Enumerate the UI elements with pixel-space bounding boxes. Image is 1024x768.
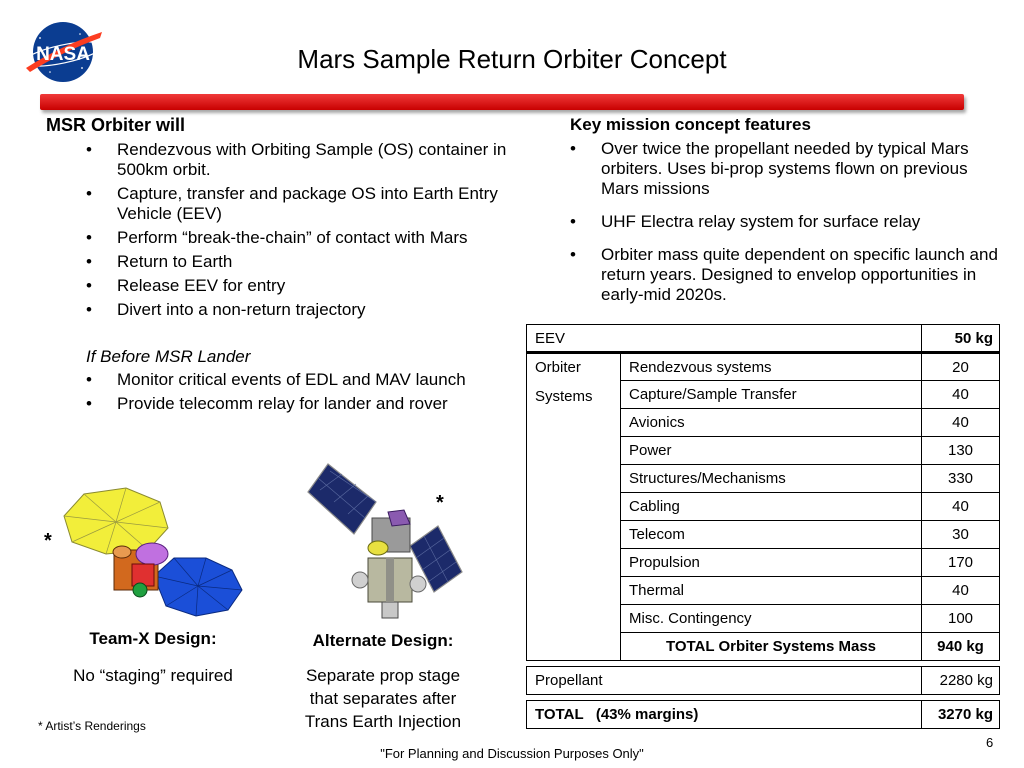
- table-row: [527, 353, 1000, 381]
- svg-text:NASA: NASA: [36, 44, 90, 65]
- list-item: • Capture, transfer and package OS into Earth Entry Vehicle (EEV): [46, 184, 516, 224]
- list-item: • Rendezvous with Orbiting Sample (OS) container in 500km orbit.: [46, 140, 516, 180]
- table-row: [527, 325, 1000, 353]
- row-value: 20: [922, 353, 1000, 381]
- grand-total-value: 3270 kg: [922, 701, 1000, 729]
- row-name: Telecom: [621, 521, 922, 549]
- row-name: Thermal: [621, 577, 922, 605]
- team-x-design-title: Team-X Design:: [89, 629, 217, 648]
- upper-solar-panel-icon: [308, 464, 376, 534]
- list-item: • Release EEV for entry: [46, 276, 516, 296]
- title-divider-bar: [40, 94, 964, 110]
- orbiter-systems-label: [527, 353, 621, 661]
- grand-total-label: TOTAL (43% margins): [527, 701, 922, 729]
- table-row: [527, 667, 1000, 695]
- row-name: Capture/Sample Transfer: [621, 381, 922, 409]
- orbiter-tasks-list: [46, 140, 516, 320]
- row-value: 330: [922, 465, 1000, 493]
- row-name: Rendezvous systems: [621, 353, 922, 381]
- mass-budget-table: [526, 324, 1000, 729]
- disclaimer-footer: "For Planning and Discussion Purposes Only": [380, 746, 644, 761]
- row-value: 130: [922, 437, 1000, 465]
- row-name: Cabling: [621, 493, 922, 521]
- team-x-design-caption: No “staging” required: [73, 666, 233, 685]
- orbiter-label-line-2: Systems: [535, 388, 593, 405]
- alternate-design-caption: [268, 664, 498, 733]
- row-name: Propulsion: [621, 549, 922, 577]
- propellant-label: Propellant: [527, 667, 922, 695]
- list-item: • UHF Electra relay system for surface relay: [570, 212, 1000, 232]
- total-systems-label: TOTAL Orbiter Systems Mass: [621, 633, 922, 661]
- spacecraft-stack-icon: [352, 510, 426, 618]
- key-features-list: [570, 139, 1000, 305]
- alt-caption-line-2: that separates after: [309, 689, 457, 708]
- alternate-asterisk: *: [436, 492, 444, 514]
- alt-caption-line-1: Separate prop stage: [305, 666, 461, 685]
- row-value: 30: [922, 521, 1000, 549]
- row-value: 40: [922, 381, 1000, 409]
- row-value: 40: [922, 409, 1000, 437]
- page-title: Mars Sample Return Orbiter Concept: [297, 44, 727, 74]
- alternate-design-title: Alternate Design:: [312, 631, 454, 650]
- row-value: 40: [922, 493, 1000, 521]
- orbiter-label-line-1: Orbiter: [535, 359, 581, 376]
- alt-caption-line-3: Trans Earth Injection: [304, 712, 462, 731]
- list-item: • Return to Earth: [46, 252, 516, 272]
- eev-value: 50 kg: [922, 325, 1000, 353]
- row-name: Avionics: [621, 409, 922, 437]
- alternate-orbiter-rendering: [300, 462, 468, 626]
- team-x-orbiter-rendering: [56, 486, 246, 618]
- orbiter-tasks-heading: MSR Orbiter will: [46, 115, 186, 135]
- lander-tasks-list: [46, 370, 516, 414]
- renderings-footnote: * Artist’s Renderings: [38, 719, 146, 733]
- list-item: • Over twice the propellant needed by typical Mars orbiters. Uses bi-prop systems flown on previous Mars missions: [570, 139, 1000, 199]
- row-value: 170: [922, 549, 1000, 577]
- team-x-asterisk: *: [44, 530, 52, 552]
- eev-label: EEV: [527, 325, 922, 353]
- list-item: • Monitor critical events of EDL and MAV launch: [46, 370, 516, 390]
- lander-subheading: If Before MSR Lander: [86, 347, 251, 366]
- row-name: Structures/Mechanisms: [621, 465, 922, 493]
- row-name: Power: [621, 437, 922, 465]
- list-item: • Orbiter mass quite dependent on specific launch and return years. Designed to envelop opportunities in early-mid 2020s.: [570, 245, 1000, 305]
- key-features-section: [570, 114, 1000, 305]
- page-number: 6: [986, 735, 994, 750]
- table-row: [527, 701, 1000, 729]
- propellant-value: 2280 kg: [922, 667, 1000, 695]
- row-value: 40: [922, 577, 1000, 605]
- list-item: • Perform “break-the-chain” of contact with Mars: [46, 228, 516, 248]
- row-name: Misc. Contingency: [621, 605, 922, 633]
- list-item: • Provide telecomm relay for lander and rover: [46, 394, 516, 414]
- list-item: • Divert into a non-return trajectory: [46, 300, 516, 320]
- total-systems-value: 940 kg: [922, 633, 1000, 661]
- row-value: 100: [922, 605, 1000, 633]
- orbiter-tasks-section: [46, 114, 516, 414]
- blue-solar-array-icon: [154, 558, 242, 616]
- key-features-heading: Key mission concept features: [570, 115, 811, 134]
